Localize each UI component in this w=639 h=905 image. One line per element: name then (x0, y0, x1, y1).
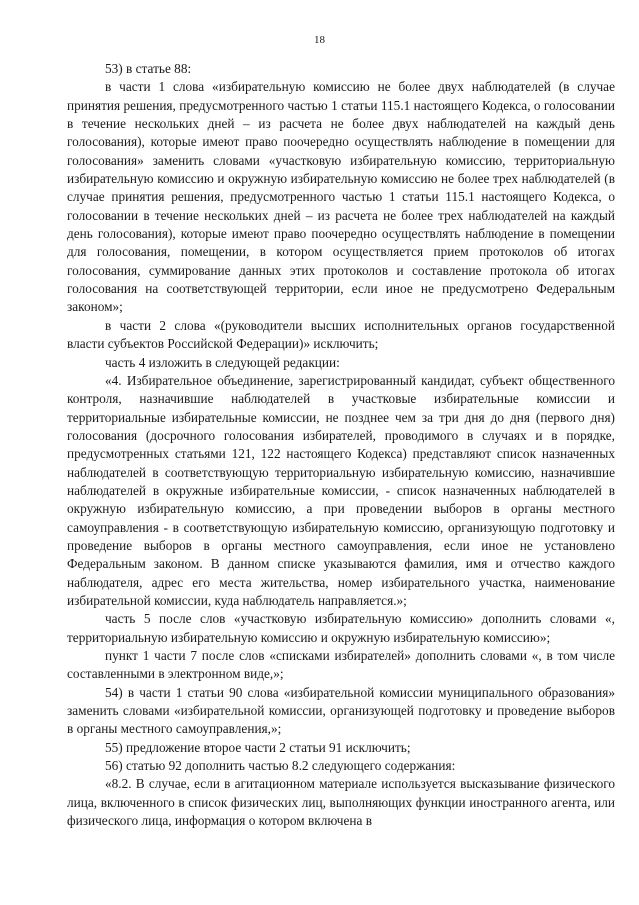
paragraph: часть 4 изложить в следующей редакции: (105, 354, 340, 370)
paragraph: 56) статью 92 дополнить частью 8.2 следующего содержания: (105, 758, 456, 774)
paragraph: «4. Избирательное объединение, зарегистрированный кандидат, субъект общественного контроля, назначившие наблюдателей в участковые избирательные комиссии и территориальные избирательные комиссии, не позднее чем за три дня до дня (первого дня) голосования (досрочного голосования избирателей, проводимого в случаях и в порядке, предусмотренных статьями 121, 122 настоящего Кодекса) представляют список назначенных наблюдателей в соответствующую территориальную избирательную комиссию, назначившие наблюдателей в окружные избирательные комиссии, - список назначенных наблюдателей в окружную избирательную комиссию, а при проведении выборов в органы местного самоуправления - в соответствующую избирательную комиссию, организующую подготовку и проведение выборов в органы местного самоуправления, если иное не установлено Федеральным законом. В данном списке указываются фамилия, имя и отчество каждого наблюдателя, адрес его места жительства, номер избирательного участка, наименование избирательной комиссии, куда наблюдатель направляется.»; (67, 372, 615, 608)
paragraph: пункт 1 части 7 после слов «списками избирателей» дополнить словами «, в том числе составленными в электронном виде,»; (67, 648, 615, 682)
paragraph: 55) предложение второе части 2 статьи 91 исключить; (105, 739, 411, 755)
paragraph: 54) в части 1 статьи 90 слова «избирательной комиссии муниципального образования» заменить словами «избирательной комиссии, организующей подготовку и проведение выборов в органы местного самоуправления,»; (67, 684, 615, 737)
paragraph: часть 5 после слов «участковую избирательную комиссию» дополнить словами «, территориальную избирательную комиссию и окружную избирательную комиссию»; (67, 611, 615, 645)
page-number: 18 (314, 34, 325, 46)
document-body (67, 60, 615, 830)
paragraph: 53) в статье 88: (105, 61, 192, 76)
paragraph: «8.2. В случае, если в агитационном материале используется высказывание физического лица, включенного в список физических лиц, выполняющих функции иностранного агента, или физического лица, информация о котором включена в (67, 776, 615, 829)
paragraph: в части 1 слова «избирательную комиссию не более двух наблюдателей (в случае принятия решения, предусмотренного частью 1 статьи 115.1 настоящего Кодекса, о голосовании в течение нескольких дней – из расчета не более двух наблюдателей на каждый день голосования), которые имеют право поочередно осуществлять наблюдение в помещении для голосования» заменить словами «участковую избирательную комиссию, территориальную избирательную комиссию и окружную избирательную комиссию не более трех наблюдателей (в случае принятия решения, предусмотренного частью 1 статьи 115.1 настоящего Кодекса, о голосовании в течение нескольких дней – из расчета не более трех наблюдателей на каждый день голосования), которые имеют право поочередно осуществлять наблюдение в помещении для голосования, помещении, в котором осуществляется прием протоколов об итогах голосования, суммирование данных этих протоколов и составление протокола об итогах голосования на соответствующей территории, если иное не предусмотрено Федеральным законом»; (67, 79, 615, 315)
paragraph: в части 2 слова «(руководители высших исполнительных органов государственной власти субъектов Российской Федерации)» исключить; (67, 317, 615, 352)
